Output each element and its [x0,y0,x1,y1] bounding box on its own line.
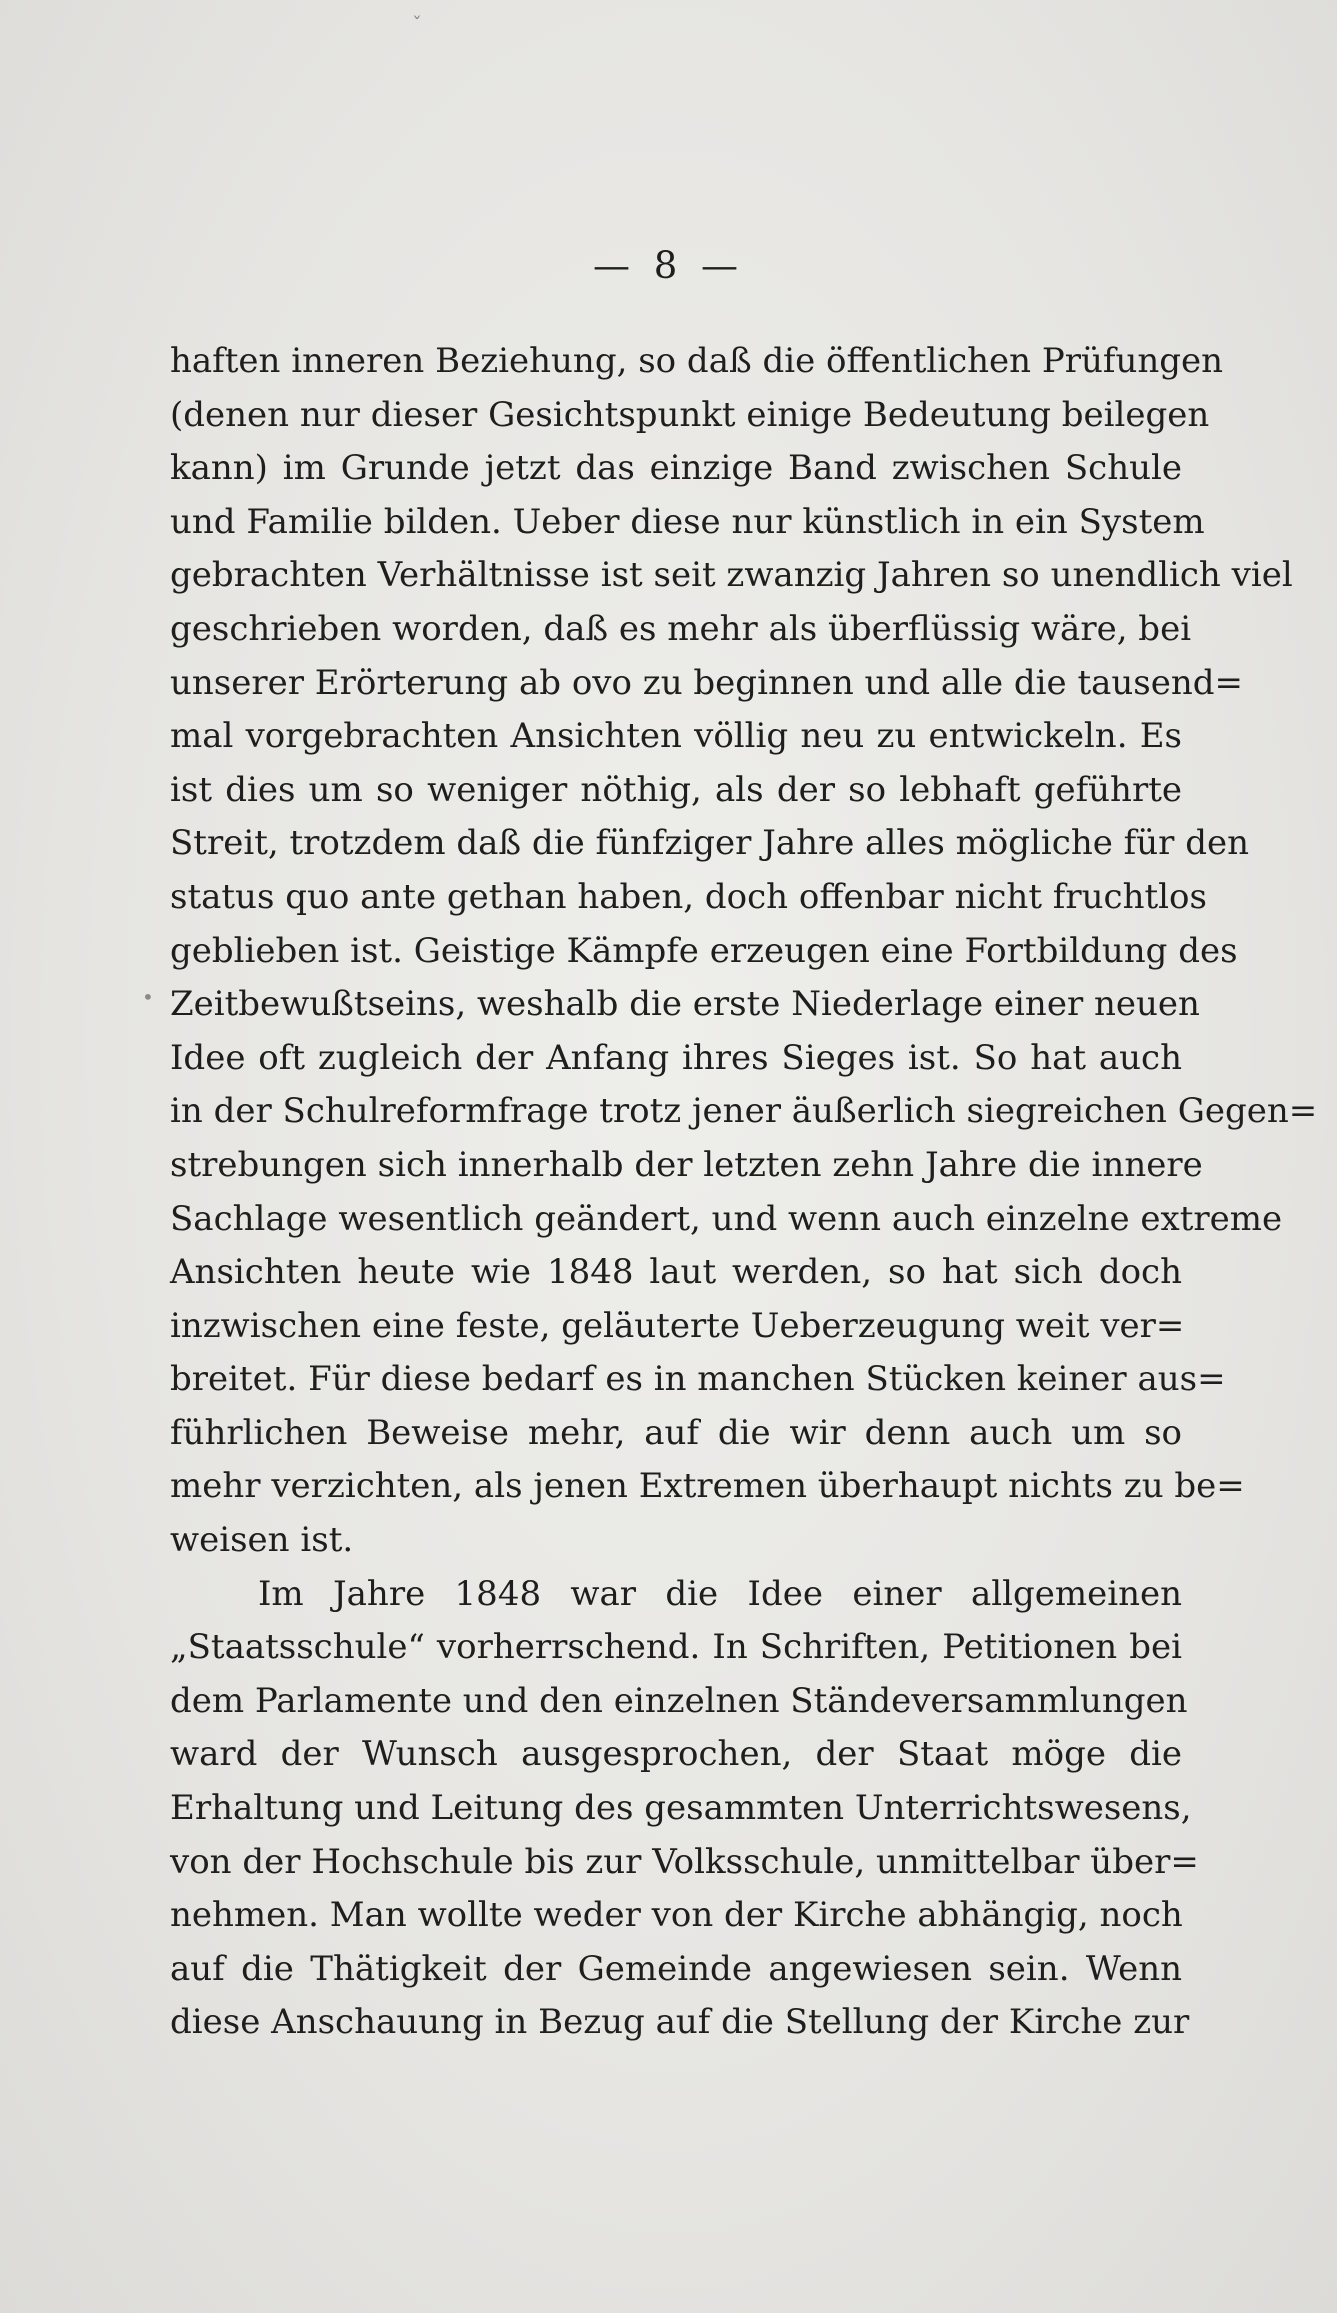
text-line: status quo ante gethan haben, doch offenbar nicht fruchtlos [170,876,1207,917]
text-line: unserer Erörterung ab ovo zu beginnen und alle die tausend= [170,662,1243,703]
text-line: kann) im Grunde jetzt das einzige Band zwischen Schule [170,448,1182,489]
text-line: inzwischen eine feste, geläuterte Ueberzeugung weit ver= [170,1305,1185,1346]
text-line: diese Anschauung in Bezug auf die Stellung der Kirche zur [170,2002,1190,2043]
text-line: gebrachten Verhältnisse ist seit zwanzig Jahren so unendlich viel [170,555,1293,596]
text-line: mal vorgebrachten Ansichten völlig neu zu entwickeln. Es [170,716,1182,757]
text-line: geschrieben worden, daß es mehr als überflüssig wäre, bei [170,608,1192,649]
text-line: ward der Wunsch ausgesprochen, der Staat möge die [170,1734,1182,1775]
text-line: nehmen. Man wollte weder von der Kirche abhängig, noch [170,1895,1183,1936]
text-line: in der Schulreformfrage trotz jener äußerlich siegreichen Gegen= [170,1091,1318,1132]
text-line: breitet. Für diese bedarf es in manchen Stücken keiner aus= [170,1359,1226,1400]
text-line: Zeitbewußtseins, weshalb die erste Niederlage einer neuen [170,984,1200,1025]
text-line: Sachlage wesentlich geändert, und wenn auch einzelne extreme [170,1198,1283,1239]
body-text [170,335,1318,2050]
text-line: strebungen sich innerhalb der letzten zehn Jahre die innere [170,1144,1203,1185]
text-line: führlichen Beweise mehr, auf die wir denn auch um so [170,1412,1182,1453]
text-line: haften inneren Beziehung, so daß die öffentlichen Prüfungen [170,341,1224,381]
paragraph-end-line: weisen ist. [170,1520,354,1561]
text-line: Idee oft zugleich der Anfang ihres Sieges ist. So hat auch [170,1037,1182,1078]
text-line: mehr verzichten, als jenen Extremen überhaupt nichts zu be= [170,1466,1245,1507]
text-line: auf die Thätigkeit der Gemeinde angewiesen sein. Wenn [170,1948,1182,1989]
text-line: (denen nur dieser Gesichtspunkt einige Bedeutung beilegen [170,394,1210,435]
text-line: und Familie bilden. Ueber diese nur künstlich in ein System [170,501,1205,542]
text-line: ist dies um so weniger nöthig, als der so lebhaft geführte [170,769,1182,810]
text-line: Ansichten heute wie 1848 laut werden, so hat sich doch [170,1252,1182,1293]
paragraph-start-line: Im Jahre 1848 war die Idee einer allgemeinen [258,1573,1182,1614]
page-number: — 8 — [592,244,745,287]
text-line: geblieben ist. Geistige Kämpfe erzeugen eine Fortbildung des [170,930,1238,971]
text-line: von der Hochschule bis zur Volksschule, unmittelbar über= [170,1841,1199,1882]
paper-speck: ˇ [412,12,422,36]
paper-speck: • [142,985,154,1009]
text-line: „Staatsschule“ vorherrschend. In Schriften, Petitionen bei [170,1627,1182,1668]
text-line: Erhaltung und Leitung des gesammten Unterrichtswesens, [170,1788,1192,1829]
text-line: dem Parlamente und den einzelnen Ständeversammlungen [170,1680,1188,1721]
text-line: Streit, trotzdem daß die fünfziger Jahre alles mögliche für den [170,823,1249,864]
